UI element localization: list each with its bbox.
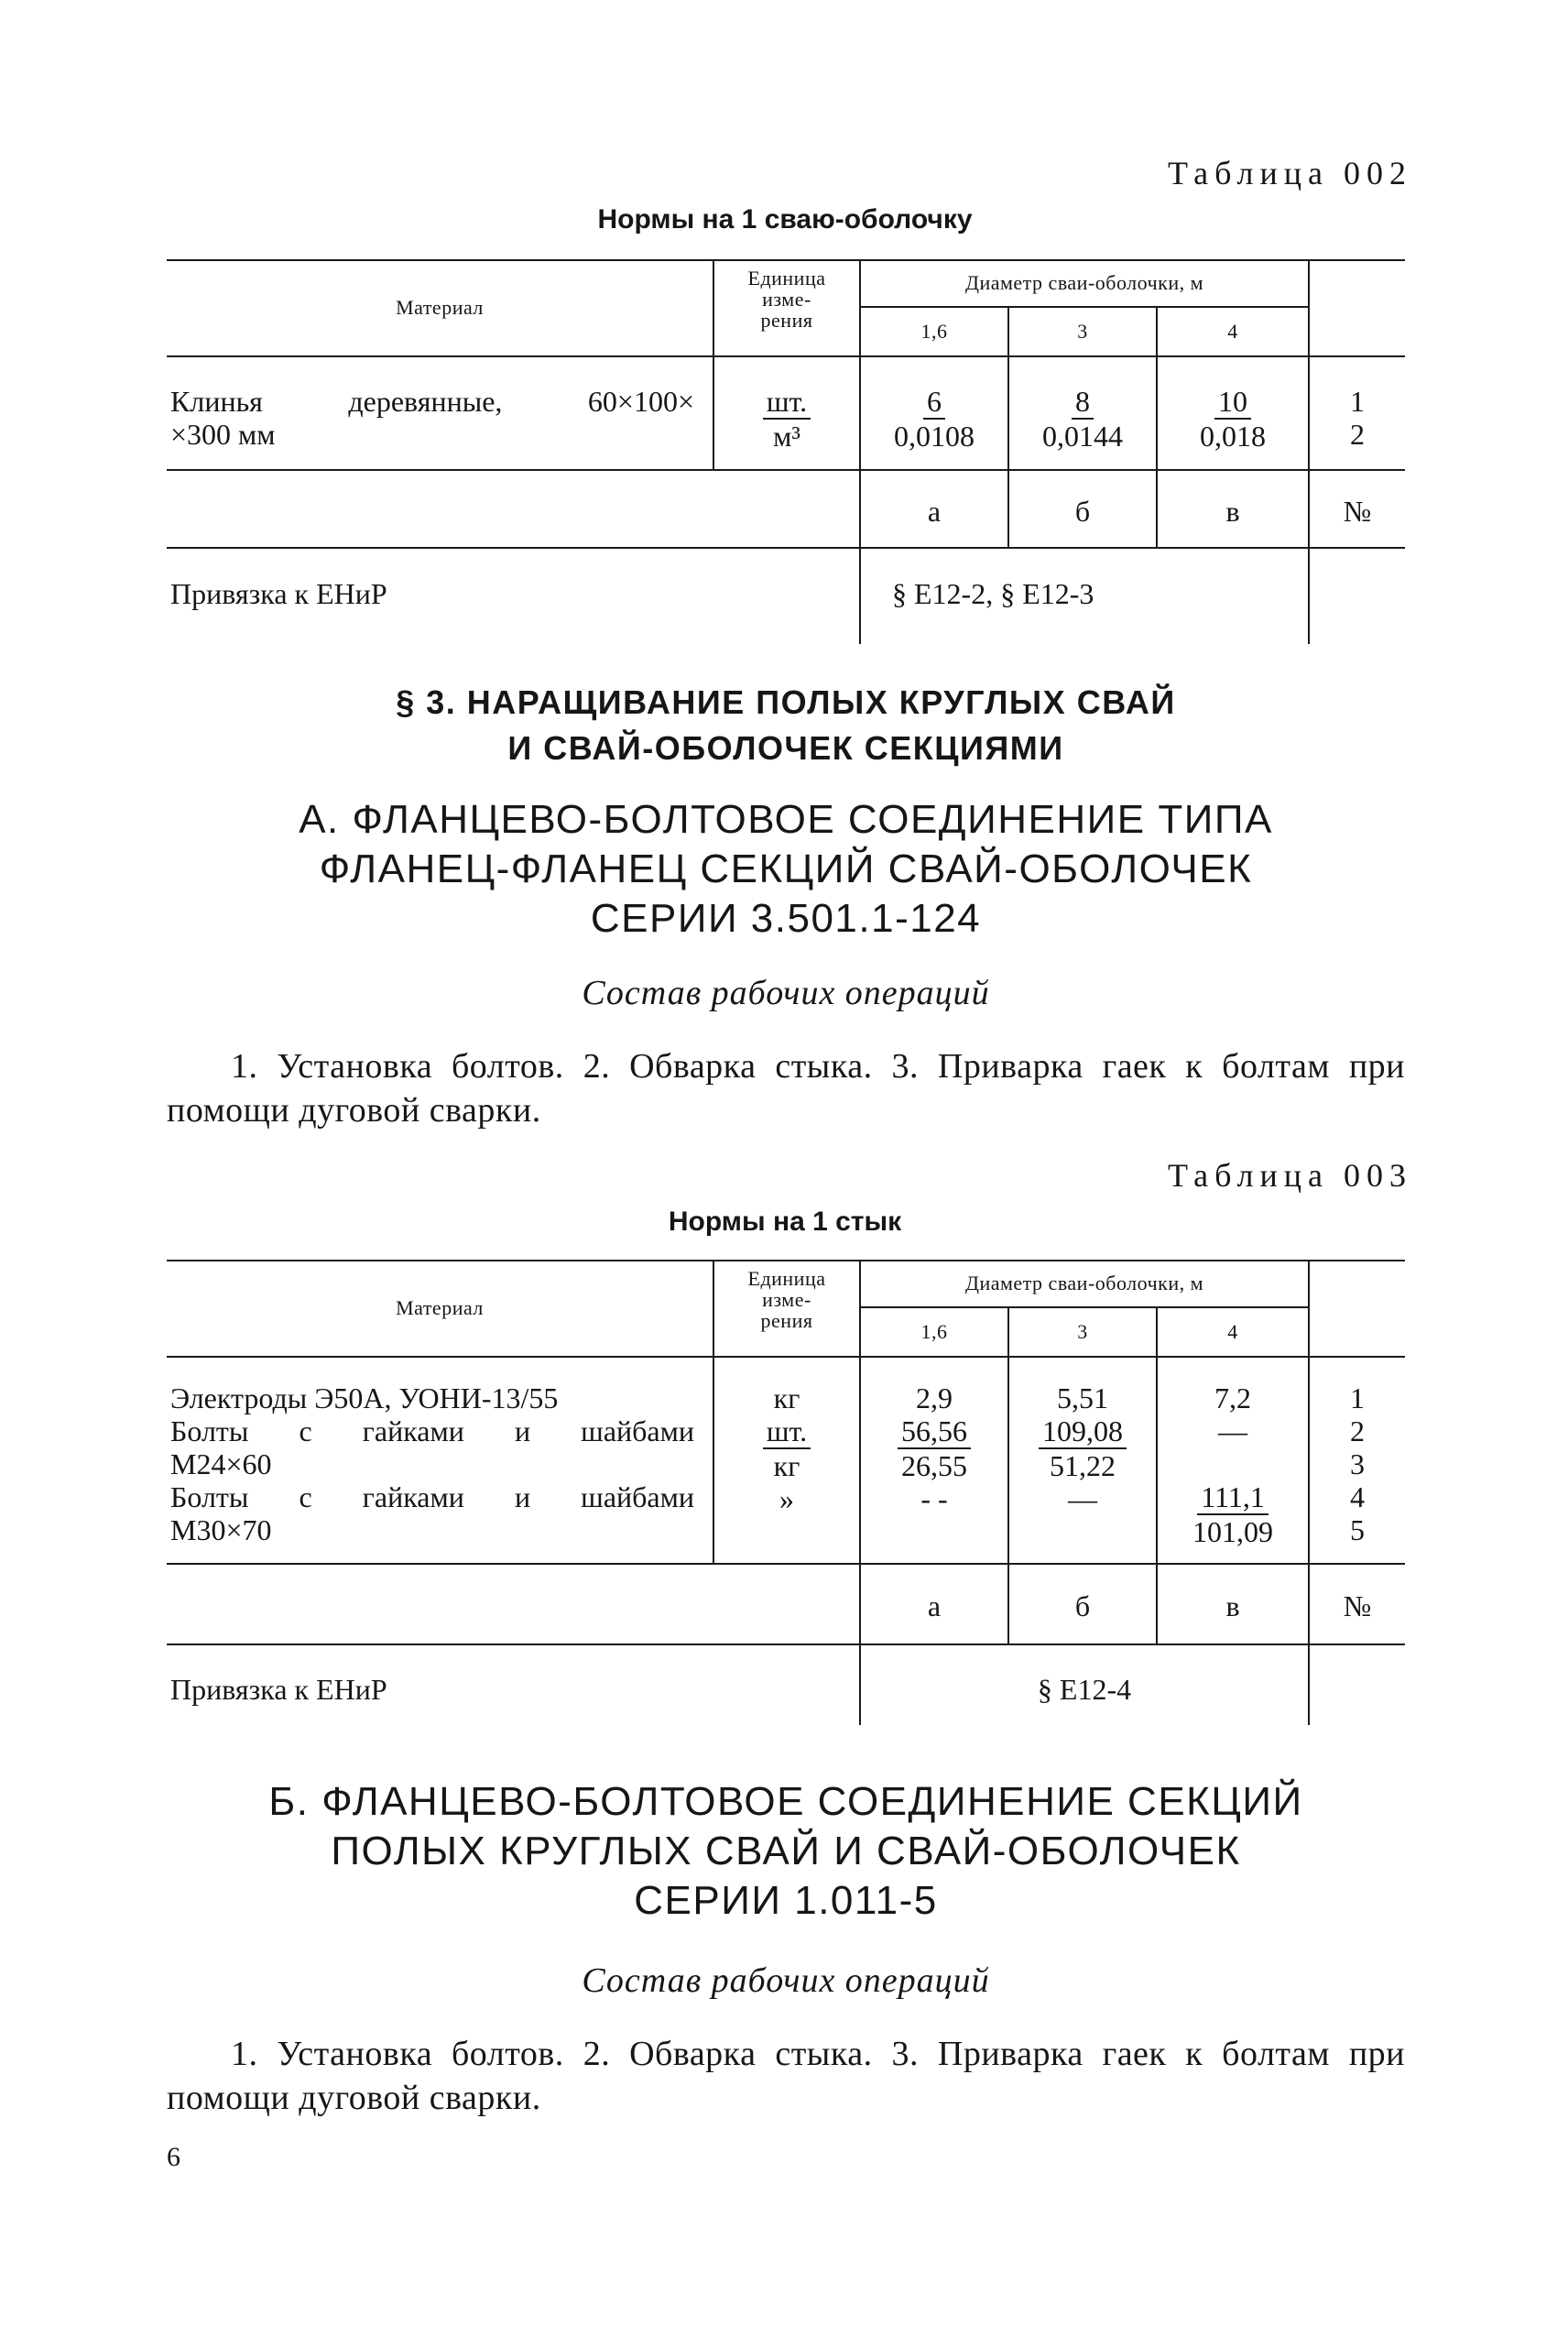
table-002-value-b: 8 0,0144 xyxy=(1042,385,1123,453)
table-002-value-a: 6 0,0108 xyxy=(894,385,975,453)
section-3-title: § 3. НАРАЩИВАНИЕ ПОЛЫХ КРУГЛЫХ СВАЙ И СВАЙ-ОБОЛОЧЕК СЕКЦИЯМИ xyxy=(396,683,1176,767)
table-003-materials: Электроды Э50А, УОНИ-13/55 Болты с гайками и шайбами М24×60 Болты с гайками и шайбами М30×70 xyxy=(170,1381,694,1546)
table-002-no-label: № xyxy=(1343,495,1372,528)
table-002-unit: шт. м³ xyxy=(714,385,859,453)
subsection-b-ops-heading: Состав рабочих операций xyxy=(582,1961,990,2000)
table-002-ref-value: § Е12-2, § Е12-3 xyxy=(892,577,1094,610)
table-002-col-a: а xyxy=(927,495,942,528)
table-002-row-numbers: 1 2 xyxy=(1350,385,1365,451)
table-003-col-a: а xyxy=(927,1589,942,1622)
subsection-b-ops-text: 1. Установка болтов. 2. Обварка стыка. 3. Приварка гаек к болтам при помощи дуговой сварки. xyxy=(167,2035,1405,2117)
table-003-head-unit: Единица изме- рения xyxy=(747,1267,826,1333)
table-003-head-material: Материал xyxy=(396,1296,484,1319)
table-003-col-a-values: 2,9 56,56 26,55 - - xyxy=(861,1381,1007,1515)
table-003-no-label: № xyxy=(1343,1589,1372,1622)
table-003-col-c-values: 7,2 — 111,1 101,09 xyxy=(1192,1381,1273,1548)
table-003-col-c: в xyxy=(1225,1589,1240,1622)
subsection-a-ops-heading: Состав рабочих операций xyxy=(582,974,990,1012)
table-002-col-c: в xyxy=(1225,495,1240,528)
table-003-units: кг шт. кг » xyxy=(714,1381,859,1515)
subsection-a-title: А. ФЛАНЦЕВО-БОЛТОВОЕ СОЕДИНЕНИЕ ТИПА ФЛАНЕЦ-ФЛАНЕЦ СЕКЦИЙ СВАЙ-ОБОЛОЧЕК СЕРИИ 3.501.1-124 xyxy=(299,797,1273,941)
table-003-norms-heading: Нормы на 1 стык xyxy=(668,1207,902,1237)
table-003-head-diameter: Диаметр сваи-оболочки, м xyxy=(964,1272,1204,1294)
table-002-col-b: б xyxy=(1074,495,1091,528)
table-003-ref-value: § Е12-4 xyxy=(1037,1673,1132,1706)
table-002-diameter-1: 1,6 xyxy=(920,320,948,343)
table-002-head-diameter: Диаметр сваи-оболочки, м xyxy=(964,271,1204,294)
table-003-diameter-1: 1,6 xyxy=(920,1320,948,1343)
table-003-diameter-2: 3 xyxy=(1077,1320,1088,1343)
table-003-row-numbers: 1 2 3 4 5 xyxy=(1350,1381,1365,1546)
table-002-head-material: Материал xyxy=(396,296,484,319)
table-002-norms-heading: Нормы на 1 сваю-оболочку xyxy=(597,204,973,235)
table-002-ref-label: Привязка к ЕНиР xyxy=(170,577,387,610)
table-002-label: Таблица 002 xyxy=(1168,155,1412,191)
table-002-value-c: 10 0,018 xyxy=(1200,385,1266,453)
table-002-material: Клинья деревянные, 60×100× ×300 мм xyxy=(170,385,694,451)
table-003-col-b: б xyxy=(1074,1589,1091,1622)
table-002-diameter-2: 3 xyxy=(1077,320,1088,343)
table-002-diameter-3: 4 xyxy=(1227,320,1238,343)
page-number: 6 xyxy=(167,2142,180,2172)
table-003-label: Таблица 003 xyxy=(1168,1157,1412,1194)
table-003-diameter-3: 4 xyxy=(1227,1320,1238,1343)
subsection-a-ops-text: 1. Установка болтов. 2. Обварка стыка. 3. Приварка гаек к болтам при помощи дуговой сварки. xyxy=(167,1047,1405,1130)
table-003-col-b-values: 5,51 109,08 51,22 — xyxy=(1009,1381,1156,1515)
subsection-b-title: Б. ФЛАНЦЕВО-БОЛТОВОЕ СОЕДИНЕНИЕ СЕКЦИЙ ПОЛЫХ КРУГЛЫХ СВАЙ И СВАЙ-ОБОЛОЧЕК СЕРИИ 1.011-5 xyxy=(268,1779,1303,1923)
table-003-ref-label: Привязка к ЕНиР xyxy=(170,1673,387,1706)
table-002-head-unit: Единица изме- рения xyxy=(747,267,826,333)
